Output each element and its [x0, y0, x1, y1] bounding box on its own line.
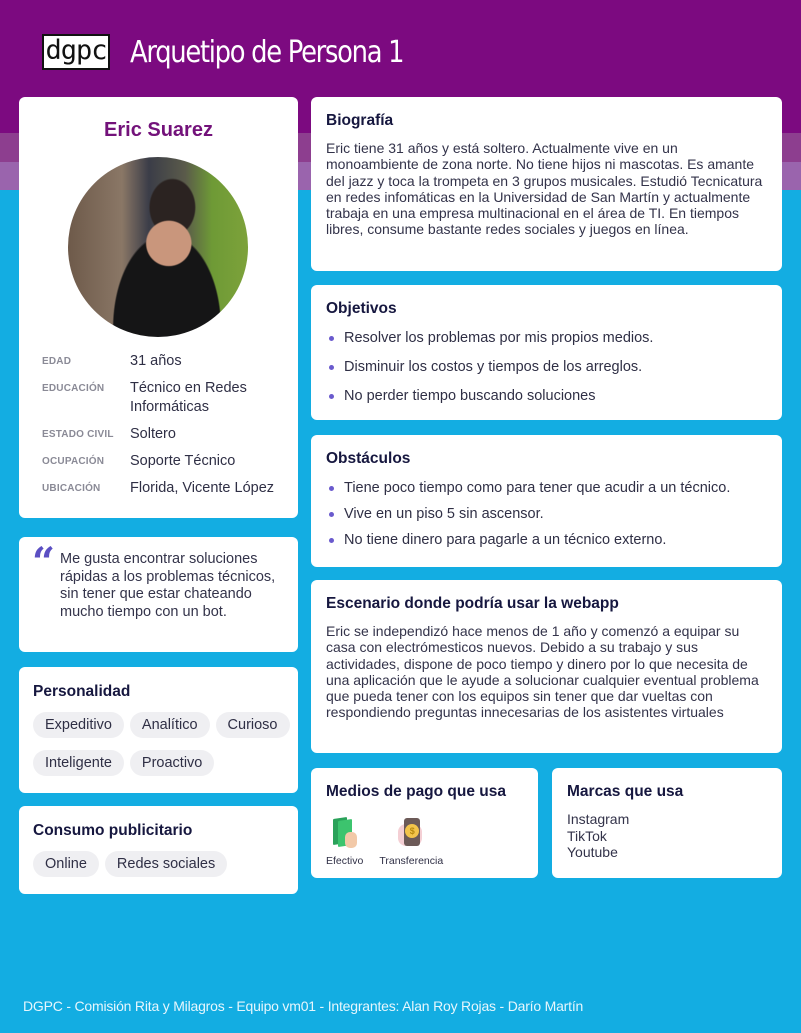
detail-row-location: [42, 479, 292, 498]
personality-chips: [33, 712, 295, 776]
profile-details: [42, 352, 292, 506]
avatar: [68, 157, 248, 337]
personality-card: [19, 667, 298, 793]
cash-icon: [330, 816, 360, 850]
personality-title: Personalidad: [33, 683, 131, 700]
biography-title: Biografía: [326, 112, 394, 129]
channel-chip: Redes sociales: [105, 851, 227, 877]
goals-title: Objetivos: [326, 300, 397, 317]
phone-payment-icon: $: [396, 816, 426, 850]
brands-title: Marcas que usa: [567, 783, 684, 800]
goal-item: Disminuir los costos y tiempos de los arreglos.: [326, 358, 653, 387]
payment-label: Transferencia: [379, 855, 444, 867]
obstacles-list: [326, 479, 730, 557]
detail-row-education: [42, 379, 292, 417]
biography-text: Eric tiene 31 años y está soltero. Actualmente vive en un monoambiente de zona norte. No tiene hijos ni mascotas. Es amante del jazz y toca la trompeta en 3 grupos musicales. Estudió Tecnicatura en redes infomáticas en la Universidad de San Martín y actualmente trabaja en una empresa multinacional en el área de TI. En tiempos libres, consume bastante redes sociales y juegos en línea.: [326, 140, 763, 238]
trait-chip: Analítico: [130, 712, 210, 738]
detail-label: ESTADO CIVIL: [42, 429, 114, 440]
goal-item: Resolver los problemas por mis propios medios.: [326, 329, 653, 358]
quote-card: [19, 537, 298, 652]
payment-label: Efectivo: [326, 855, 364, 867]
payment-method-transfer: [379, 816, 443, 867]
detail-label: EDUCACIÓN: [42, 383, 105, 394]
dgpc-logo: dgpc: [42, 34, 110, 70]
detail-row-occupation: [42, 452, 292, 471]
detail-row-marital-status: [42, 425, 292, 444]
footer-credits: DGPC - Comisión Rita y Milagros - Equipo vm01 - Integrantes: Alan Roy Rojas - Darío Martín: [23, 998, 584, 1014]
advertising-title: Consumo publicitario: [33, 822, 193, 839]
scenario-card: [311, 580, 782, 753]
advertising-chips: [33, 851, 295, 877]
trait-chip: Proactivo: [130, 750, 214, 776]
quote-icon: “: [32, 539, 56, 586]
obstacle-item: Vive en un piso 5 sin ascensor.: [326, 505, 730, 531]
brand-item: TikTok: [567, 827, 607, 844]
profile-card: [19, 97, 298, 518]
biography-card: [311, 97, 782, 271]
goals-card: [311, 285, 782, 420]
advertising-card: [19, 806, 298, 894]
obstacles-title: Obstáculos: [326, 450, 411, 467]
detail-row-age: [42, 352, 292, 371]
page-title: Arquetipo de Persona 1: [130, 34, 404, 70]
brands-card: [552, 768, 782, 878]
obstacle-item: No tiene dinero para pagarle a un técnico externo.: [326, 531, 730, 557]
channel-chip: Online: [33, 851, 99, 877]
detail-label: OCUPACIÓN: [42, 456, 105, 467]
detail-value: 31 años: [130, 353, 182, 369]
goals-list: [326, 329, 653, 416]
page-header: [42, 30, 448, 74]
brand-item: Youtube: [567, 844, 618, 860]
detail-label: EDAD: [42, 356, 72, 367]
payment-methods: [326, 816, 443, 867]
detail-label: UBICACIÓN: [42, 483, 101, 494]
payment-card: [311, 768, 538, 878]
trait-chip: Curioso: [216, 712, 290, 738]
persona-name: Eric Suarez: [104, 119, 213, 141]
brands-list: [567, 811, 629, 861]
brand-item: Instagram: [567, 811, 630, 827]
quote-text: Me gusta encontrar soluciones rápidas a los problemas técnicos, sin tener que estar chateando mucho tiempo con un bot.: [60, 551, 276, 620]
detail-value: Técnico en Redes Informáticas: [130, 380, 247, 415]
scenario-title: Escenario donde podría usar la webapp: [326, 595, 619, 612]
obstacle-item: Tiene poco tiempo como para tener que acudir a un técnico.: [326, 479, 730, 505]
trait-chip: Expeditivo: [33, 712, 124, 738]
detail-value: Florida, Vicente López: [130, 480, 275, 496]
payment-title: Medios de pago que usa: [326, 783, 506, 800]
detail-value: Soporte Técnico: [130, 453, 236, 469]
scenario-text: Eric se independizó hace menos de 1 año y comenzó a equipar su casa con electrómesticos nuevos. Debido a su trabajo y sus actividades, dispone de poco tiempo y dinero por lo que necesita de una aplicación que le ayude a solucionar cualquier eventual problema que pueda tener con los equipos sin tener que dar vueltas con respondiendo preguntas innecesarias de los asistentes virtuales: [326, 623, 759, 721]
detail-value: Soltero: [130, 426, 176, 442]
payment-method-cash: [326, 816, 363, 867]
goal-item: No perder tiempo buscando soluciones: [326, 387, 653, 416]
trait-chip: Inteligente: [33, 750, 124, 776]
obstacles-card: [311, 435, 782, 567]
